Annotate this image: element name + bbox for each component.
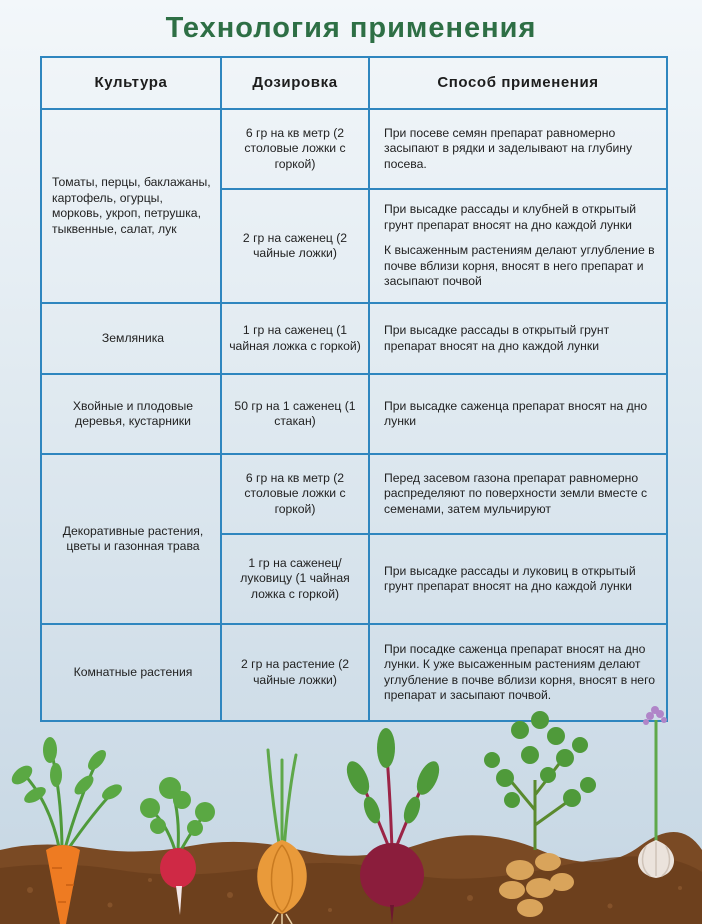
method-text: При высадке рассады и луковиц в открытый грунт препарат вносят на дно каждой лунки (384, 563, 636, 593)
culture-cell: Декоративные растения, цветы и газонная трава (41, 454, 221, 624)
dosage-cell: 50 гр на 1 саженец (1 стакан) (221, 374, 369, 454)
method-cell (369, 534, 667, 624)
dosage-cell: 2 гр на растение (2 чайные ложки) (221, 624, 369, 721)
vegetable-garden-illustration (0, 700, 702, 924)
culture-cell: Томаты, перцы, баклажаны, картофель, огурцы, морковь, укроп, петрушка, тыквенные, салат, лук (41, 109, 221, 303)
method-cell (369, 303, 667, 374)
header-dosage: Дозировка (221, 57, 369, 109)
method-text: К высаженным растениям делают углубление в почве вблизи корня, вносят в него препарат и засыпают почвой (384, 243, 655, 289)
table-row (41, 374, 667, 454)
method-cell (369, 109, 667, 189)
method-text: При высадке саженца препарат вносят на дно лунки (384, 398, 648, 428)
page-title: Технология применения (165, 12, 537, 44)
application-table (40, 56, 668, 722)
garlic-icon (638, 706, 674, 878)
onion-icon (257, 750, 307, 924)
culture-cell: Земляника (41, 303, 221, 374)
dosage-cell: 6 гр на кв метр (2 столовые ложки с горкой) (221, 109, 369, 189)
method-cell (369, 454, 667, 534)
header-method: Способ применения (369, 57, 667, 109)
method-text: При высадке рассады в открытый грунт препарат вносят на дно каждой лунки (384, 323, 610, 353)
table-row (41, 454, 667, 534)
culture-cell: Комнатные растения (41, 624, 221, 721)
dosage-cell: 6 гр на кв метр (2 столовые ложки с горкой) (221, 454, 369, 534)
dosage-cell: 1 гр на саженец/луковицу (1 чайная ложка с горкой) (221, 534, 369, 624)
method-text: Перед засевом газона препарат равномерно распределяют по поверхности земли вместе с семенами, затем мульчируют (384, 470, 648, 516)
method-cell (369, 189, 667, 303)
method-cell (369, 374, 667, 454)
dosage-cell: 2 гр на саженец (2 чайные ложки) (221, 189, 369, 303)
method-text: При высадке рассады и клубней в открытый грунт препарат вносят на дно каждой лунки (384, 202, 637, 232)
dosage-cell: 1 гр на саженец (1 чайная ложка с горкой) (221, 303, 369, 374)
culture-cell: Хвойные и плодовые деревья, кустарники (41, 374, 221, 454)
table-row (41, 303, 667, 374)
method-text: При посеве семян препарат равномерно засыпают в рядки и заделывают на глубину посева. (384, 125, 633, 171)
table-row (41, 109, 667, 189)
method-text: При посадке саженца препарат вносят на дно лунки. К уже высаженным растениям делают углубление в почве вблизи корня, вносят в него препарат и засыпают почвой. (384, 641, 656, 702)
table-header-row (41, 57, 667, 109)
header-culture: Культура (41, 57, 221, 109)
